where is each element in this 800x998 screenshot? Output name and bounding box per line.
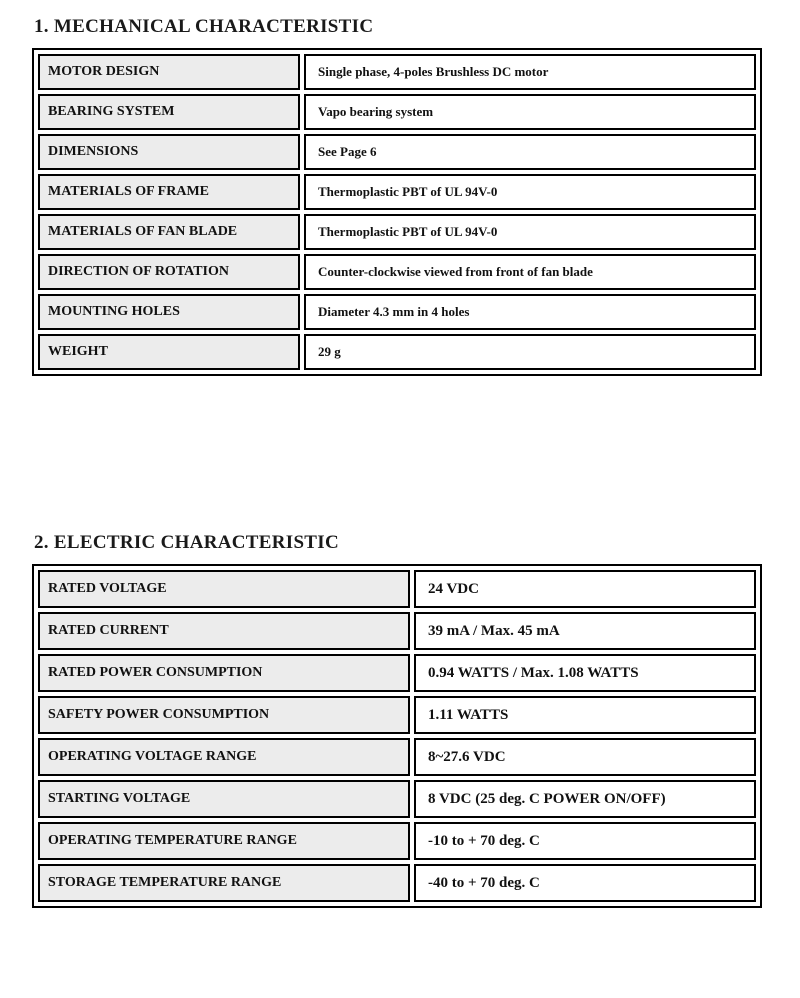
spec-label: WEIGHT: [38, 334, 300, 370]
spec-value: Thermoplastic PBT of UL 94V-0: [304, 174, 756, 210]
spec-label: MATERIALS OF FAN BLADE: [38, 214, 300, 250]
spec-row: [38, 94, 756, 130]
spec-value: 0.94 WATTS / Max. 1.08 WATTS: [414, 654, 756, 692]
spec-label: MATERIALS OF FRAME: [38, 174, 300, 210]
spec-row: [38, 294, 756, 330]
spec-label: DIRECTION OF ROTATION: [38, 254, 300, 290]
spec-row: [38, 738, 756, 776]
spec-row: [38, 612, 756, 650]
spec-value: Diameter 4.3 mm in 4 holes: [304, 294, 756, 330]
spec-row: [38, 570, 756, 608]
spec-row: [38, 696, 756, 734]
spec-value: 8~27.6 VDC: [414, 738, 756, 776]
spec-row: [38, 780, 756, 818]
spec-value: Thermoplastic PBT of UL 94V-0: [304, 214, 756, 250]
spec-row: [38, 654, 756, 692]
spec-label: MOTOR DESIGN: [38, 54, 300, 90]
spec-value: 24 VDC: [414, 570, 756, 608]
spec-value: 39 mA / Max. 45 mA: [414, 612, 756, 650]
spec-label: RATED VOLTAGE: [38, 570, 410, 608]
spec-label: OPERATING VOLTAGE RANGE: [38, 738, 410, 776]
spec-row: [38, 822, 756, 860]
mechanical-section-title: 1. MECHANICAL CHARACTERISTIC: [34, 16, 374, 37]
spec-row: [38, 864, 756, 902]
spec-value: 29 g: [304, 334, 756, 370]
spec-label: SAFETY POWER CONSUMPTION: [38, 696, 410, 734]
spec-label: DIMENSIONS: [38, 134, 300, 170]
spec-row: [38, 174, 756, 210]
spec-value: 1.11 WATTS: [414, 696, 756, 734]
spec-row: [38, 334, 756, 370]
spec-row: [38, 54, 756, 90]
spec-label: STORAGE TEMPERATURE RANGE: [38, 864, 410, 902]
spec-row: [38, 134, 756, 170]
spec-label: OPERATING TEMPERATURE RANGE: [38, 822, 410, 860]
spec-label: RATED CURRENT: [38, 612, 410, 650]
spec-row: [38, 254, 756, 290]
spec-value: -40 to + 70 deg. C: [414, 864, 756, 902]
spec-value: See Page 6: [304, 134, 756, 170]
mechanical-characteristic-table: [32, 48, 762, 376]
spec-value: -10 to + 70 deg. C: [414, 822, 756, 860]
spec-value: Counter-clockwise viewed from front of fan blade: [304, 254, 756, 290]
spec-value: 8 VDC (25 deg. C POWER ON/OFF): [414, 780, 756, 818]
spec-label: RATED POWER CONSUMPTION: [38, 654, 410, 692]
spec-row: [38, 214, 756, 250]
spec-label: MOUNTING HOLES: [38, 294, 300, 330]
spec-value: Single phase, 4-poles Brushless DC motor: [304, 54, 756, 90]
spec-label: STARTING VOLTAGE: [38, 780, 410, 818]
spec-label: BEARING SYSTEM: [38, 94, 300, 130]
electric-section-title: 2. ELECTRIC CHARACTERISTIC: [34, 532, 339, 553]
mechanical-characteristic-section: [32, 16, 764, 376]
electric-characteristic-table: [32, 564, 762, 908]
spec-value: Vapo bearing system: [304, 94, 756, 130]
electric-characteristic-section: [32, 532, 764, 908]
